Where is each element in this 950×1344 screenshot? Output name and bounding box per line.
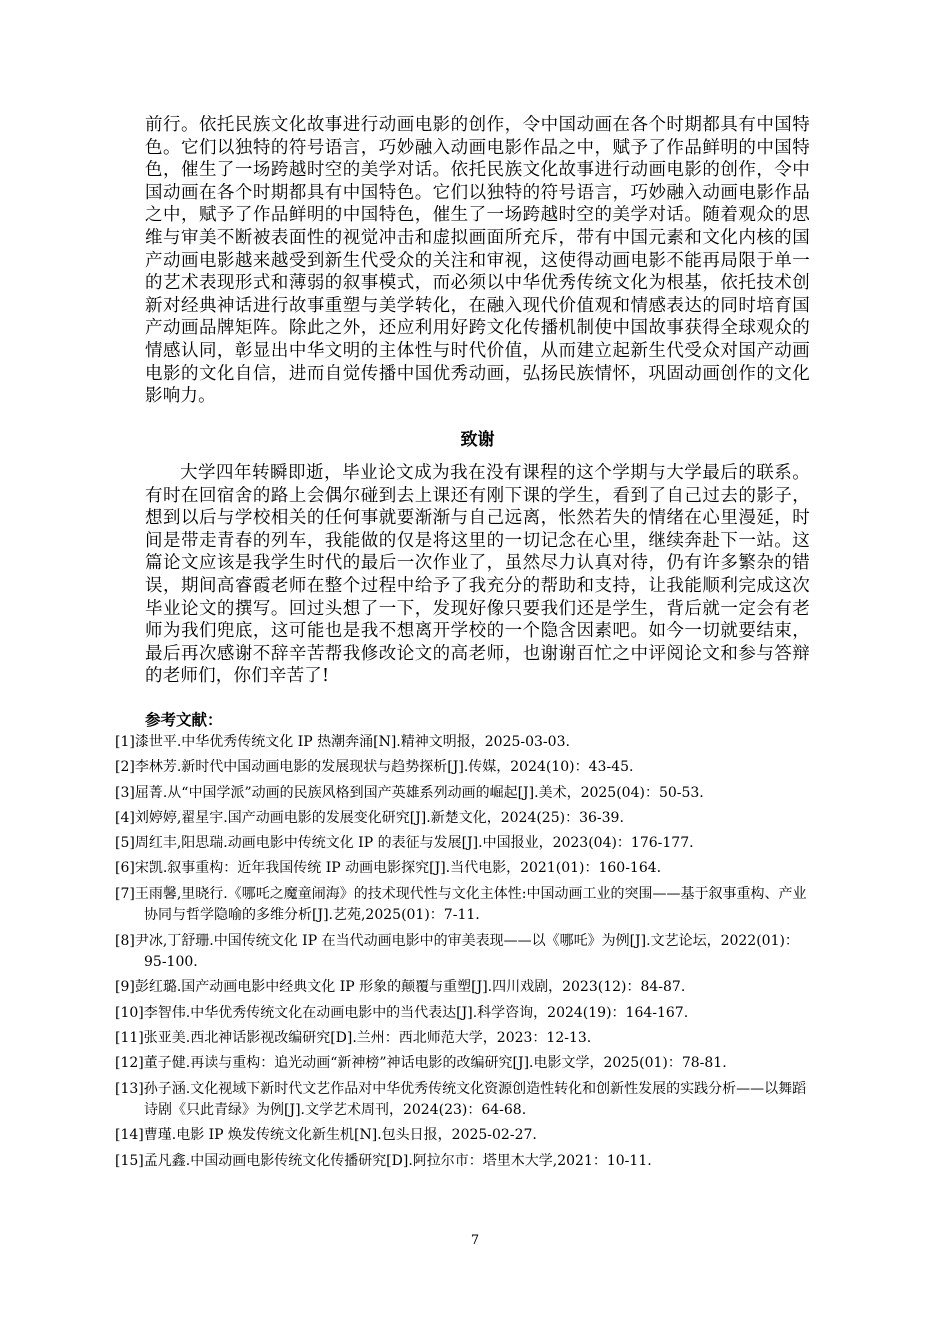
page-number: 7: [470, 1233, 480, 1248]
reference-item: [9]彭红璐.国产动画电影中经典文化 IP 形象的颠覆与重塑[J].四川戏剧，2023(12)：84-87.: [115, 979, 686, 996]
reference-item: [1]漆世平.中华优秀传统文化 IP 热潮奔涌[N].精神文明报，2025-03-03.: [115, 734, 570, 750]
reference-item: [10]李智伟.中华优秀传统文化在动画电影中的当代表达[J].科学咨询，2024(19)：164-167.: [115, 1004, 689, 1021]
reference-item: [5]周红丰,阳思瑞.动画电影中传统文化 IP 的表征与发展[J].中国报业，2023(04)：176-177.: [115, 835, 694, 852]
acknowledgement-title: 致谢: [460, 430, 495, 450]
acknowledgement-paragraph: 大学四年转瞬即逝，毕业论文成为我在没有课程的这个学期与大学最后的联系。有时在回宿舍的路上会偶尔碰到去上课还有刚下课的学生，看到了自己过去的影子，想到以后与学校相关的任何事就要渐渐与自己远离，怅然若失的情绪在心里漫延，时间是带走青春的列车，我能做的仅是将这里的一切记念在心里，继续奔赴下一站。这篇论文应该是我学生时代的最后一次作业了，虽然尽力认真对待，仍有许多繁杂的错误，期间高睿霞老师在整个过程中给予了我充分的帮助和支持，让我能顺利完成这次毕业论文的撰写。回过头想了一下，发现好像只要我们还是学生，背后就一定会有老师为我们兜底，这可能也是我不想离开学校的一个隐含因素吧。如今一切就要结束，最后再次感谢不辞辛苦帮我修改论文的高老师，也谢谢百忙之中评阅论文和参与答辩的老师们，你们辛苦了!: [145, 463, 810, 687]
reference-item: [11]张亚美.西北神话影视改编研究[D].兰州：西北师范大学，2023：12-13.: [115, 1029, 592, 1046]
reference-item: [8]尹冰,丁舒珊.中国传统文化 IP 在当代动画电影中的审美表现——以《哪吒》为例[J].文艺论坛，2022(01)：95-100.: [115, 932, 799, 971]
reference-item: [14]曹瑾.电影 IP 焕发传统文化新生机[N].包头日报，2025-02-27.: [115, 1127, 537, 1144]
reference-item: [4]刘婷婷,翟星宇.国产动画电影的发展变化研究[J].新楚文化，2024(25)：36-39.: [115, 809, 624, 826]
reference-item: [6]宋凯.叙事重构：近年我国传统 IP 动画电影探究[J].当代电影，2021(01)：160-164.: [115, 860, 662, 877]
reference-item: [2]李林芳.新时代中国动画电影的发展现状与趋势探析[J].传媒，2024(10)：43-45.: [115, 759, 634, 776]
references-heading: 参考文献：: [145, 711, 223, 729]
reference-item: [7]王雨馨,里晓行.《哪吒之魔童闹海》的技术现代性与文化主体性:中国动画工业的突围——基于叙事重构、产业协同与哲学隐喻的多维分析[J].艺苑,2025(01)：7-11.: [115, 885, 807, 924]
reference-item: [3]屈菁.从“中国学派”动画的民族风格到国产英雄系列动画的崛起[J].美术，2025(04)：50-53.: [115, 784, 704, 801]
body-paragraph: 前行。依托民族文化故事进行动画电影的创作，令中国动画在各个时期都具有中国特色。它们以独特的符号语言，巧妙融入动画电影作品之中，赋予了作品鲜明的中国特色，催生了一场跨越时空的美学对话。依托民族文化故事进行动画电影的创作，令中国动画在各个时期都具有中国特色。它们以独特的符号语言，巧妙融入动画电影作品之中，赋予了作品鲜明的中国特色，催生了一场跨越时空的美学对话。随着观众的思维与审美不断被表面性的视觉冲击和虚拟画面所充斥，带有中国元素和文化内核的国产动画电影越来越受到新生代受众的关注和审视，这使得动画电影不能再局限于单一的艺术表现形式和薄弱的叙事模式，而必须以中华优秀传统文化为根基，依托技术创新对经典神话进行故事重塑与美学转化，在融入现代价值观和情感表达的同时培育国产动画品牌矩阵。除此之外，还应利用好跨文化传播机制使中国故事获得全球观众的情感认同，彰显出中华文明的主体性与时代价值，从而建立起新生代受众对国产动画电影的文化自信，进而自觉传播中国优秀动画，弘扬民族情怀，巩固动画创作的文化影响力。: [145, 115, 810, 407]
reference-item: [15]孟凡鑫.中国动画电影传统文化传播研究[D].阿拉尔市：塔里木大学,2021：10-11.: [115, 1152, 652, 1169]
reference-item: [13]孙子涵.文化视域下新时代文艺作品对中华优秀传统文化资源创造性转化和创新性发展的实践分析——以舞蹈诗剧《只此青绿》为例[J].文学艺术周刊，2024(23)：64-68.: [115, 1080, 807, 1119]
references-list: [115, 732, 810, 1176]
reference-item: [12]董子健.再读与重构：追光动画“新神榜”神话电影的改编研究[J].电影文学，2025(01)：78-81.: [115, 1055, 727, 1072]
